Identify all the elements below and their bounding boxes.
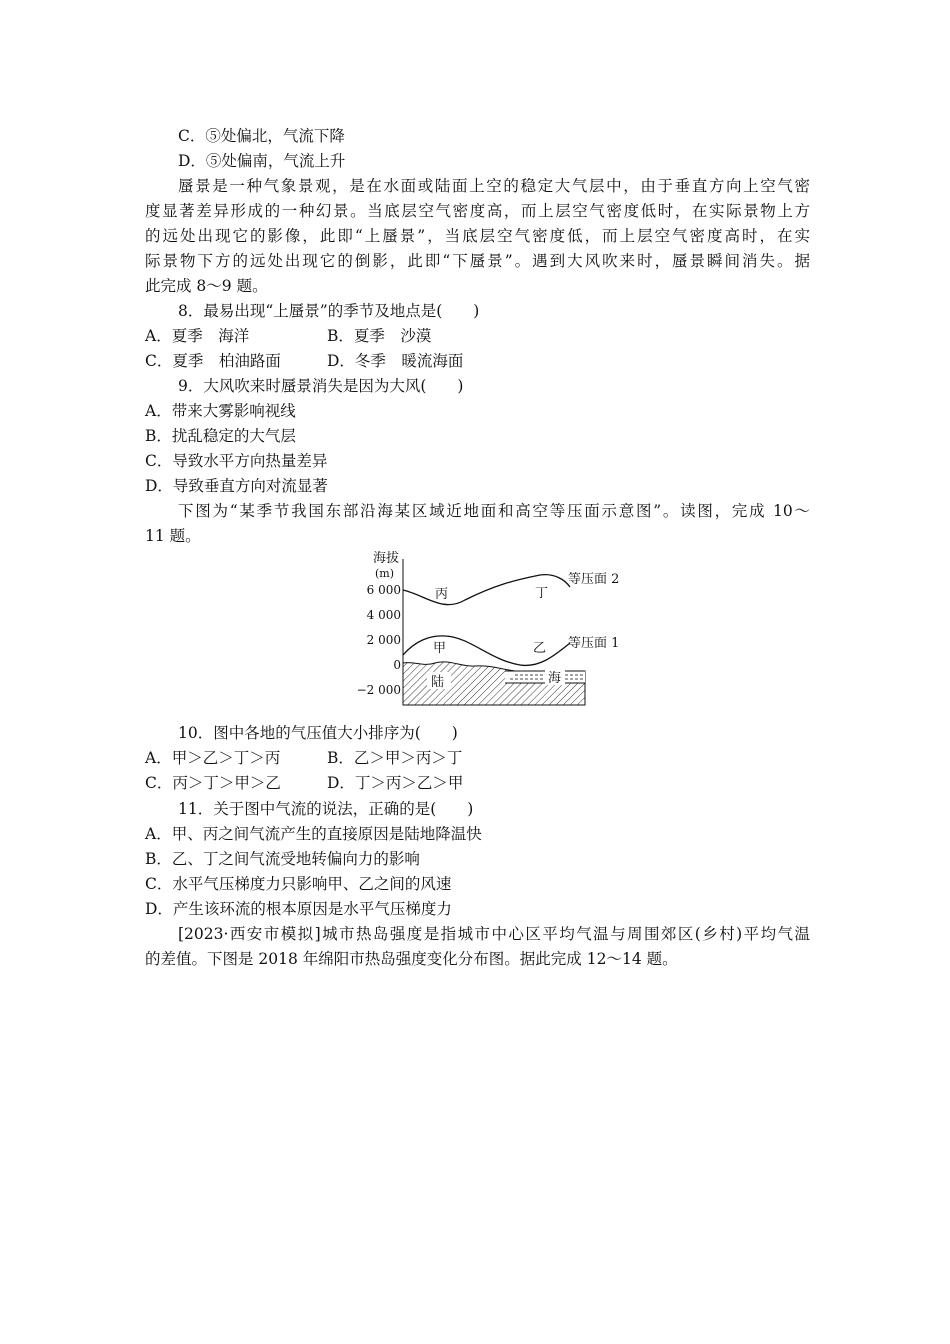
question-10-option-d: D．丁＞丙＞乙＞甲 (327, 774, 464, 792)
y-axis-unit: (m) (375, 567, 395, 580)
question-8-option-d: D．冬季 暖流海面 (327, 352, 464, 370)
tick-4000: 4 000 (366, 608, 401, 622)
point-bing: 丙 (435, 587, 449, 602)
question-9-option-c: C．导致水平方向热量差异 (145, 452, 328, 470)
question-8-options-row-1 (145, 324, 810, 349)
question-10-options-row-2 (145, 771, 810, 796)
mirage-intro-line-3: 的远处出现它的影像，此即“上蜃景”，当底层空气密度低，而上层空气密度高时，在实 (145, 227, 810, 245)
question-10-options-row-1 (145, 746, 810, 771)
question-8-option-b: B．夏季 沙漠 (327, 327, 432, 345)
question-9-option-d: D．导致垂直方向对流显著 (145, 477, 328, 495)
mirage-intro-line-2: 度显著差异形成的一种幻景。当底层空气密度高，而上层空气密度低时，在实际景物上方 (145, 202, 810, 220)
tick-minus-2000: −2 000 (356, 683, 401, 697)
question-11-option-a: A．甲、丙之间气流产生的直接原因是陆地降温快 (145, 825, 482, 843)
question-10-stem: 10．图中各地的气压值大小排序为( ) (178, 724, 458, 742)
isobaric-surface-2-label: 等压面 2 (568, 572, 620, 587)
question-8-stem: 8．最易出现“上蜃景”的季节及地点是( ) (178, 302, 480, 320)
question-9-option-a: A．带来大雾影响视线 (145, 402, 296, 420)
question-8-option-c: C．夏季 柏油路面 (145, 352, 281, 370)
question-11-option-c: C．水平气压梯度力只影响甲、乙之间的风速 (145, 875, 452, 893)
question-10-option-b: B．乙＞甲＞丙＞丁 (327, 749, 463, 767)
prev-option-c: C．⑤处偏北，气流下降 (178, 127, 345, 145)
question-11-stem: 11．关于图中气流的说法，正确的是( ) (178, 800, 474, 818)
sea-label: 海 (548, 671, 562, 686)
heat-island-intro-line-1: [2023·西安市模拟]城市热岛强度是指城市中心区平均气温与周围郊区(乡村)平均气温 (178, 925, 810, 943)
question-9-option-b: B．扰乱稳定的大气层 (145, 427, 296, 445)
question-11-option-d: D．产生该环流的根本原因是水平气压梯度力 (145, 900, 452, 918)
figure-intro-line-2: 11 题。 (145, 527, 201, 545)
question-9-stem: 9．大风吹来时蜃景消失是因为大风( ) (178, 377, 464, 395)
tick-0: 0 (393, 658, 401, 672)
mirage-intro-line-1: 蜃景是一种气象景观，是在水面或陆面上空的稳定大气层中，由于垂直方向上空气密 (178, 177, 810, 195)
point-jia: 甲 (433, 641, 447, 656)
point-yi: 乙 (533, 641, 547, 656)
question-10-option-c: C．丙＞丁＞甲＞乙 (145, 774, 281, 792)
heat-island-intro-line-2: 的差值。下图是 2018 年绵阳市热岛强度变化分布图。据此完成 12～14 题。 (145, 950, 678, 968)
question-8-option-a: A．夏季 海洋 (145, 327, 250, 345)
question-10-option-a: A．甲＞乙＞丁＞丙 (145, 749, 281, 767)
tick-6000: 6 000 (366, 583, 401, 597)
tick-2000: 2 000 (366, 633, 401, 647)
question-8-options-row-2 (145, 349, 810, 374)
point-ding: 丁 (535, 586, 549, 601)
y-axis-label: 海拔 (373, 551, 400, 566)
figure-intro-line-1: 下图为“某季节我国东部沿海某区域近地面和高空等压面示意图”。读图，完成 10～ (178, 502, 810, 520)
isobaric-surface-diagram (355, 545, 640, 715)
land-label: 陆 (431, 675, 445, 690)
prev-option-d: D．⑤处偏南，气流上升 (178, 152, 346, 170)
isobaric-surface-1-label: 等压面 1 (568, 636, 620, 651)
question-11-option-b: B．乙、丁之间气流受地转偏向力的影响 (145, 850, 420, 868)
mirage-intro-line-5: 此完成 8～9 题。 (145, 277, 268, 295)
mirage-intro-line-4: 际景物下方的远处出现它的倒影，此即“下蜃景”。遇到大风吹来时，蜃景瞬间消失。据 (145, 252, 810, 270)
